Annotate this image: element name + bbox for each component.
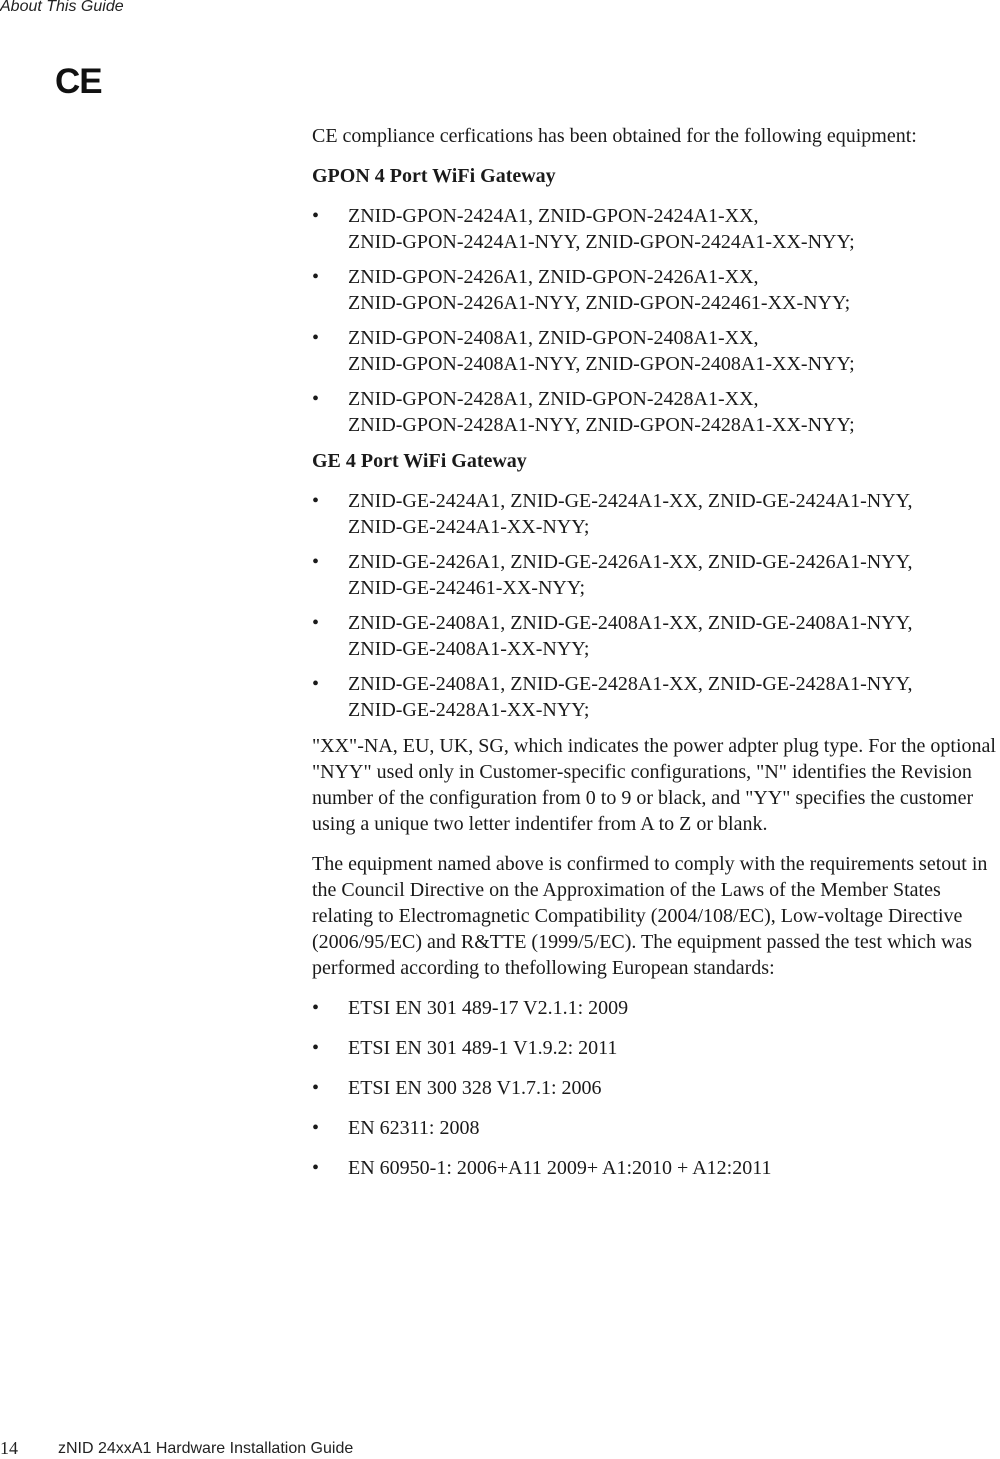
bullet-icon: • <box>312 997 320 1019</box>
list-item <box>312 203 1000 255</box>
list-item <box>312 549 1000 601</box>
list-item-line: ZNID-GE-2424A1-XX-NYY; <box>348 516 590 538</box>
bullet-icon: • <box>312 1037 320 1059</box>
list-item-line: ZNID-GE-2428A1-XX-NYY; <box>348 699 590 721</box>
list-item <box>312 1035 1000 1061</box>
bullet-icon: • <box>312 388 320 410</box>
standard-label: EN 62311: 2008 <box>348 1117 480 1139</box>
bullet-icon: • <box>312 1157 320 1179</box>
list-item-line: ZNID-GE-2408A1, ZNID-GE-2408A1-XX, ZNID-GE-2408A1-NYY, <box>348 612 913 634</box>
intro-paragraph: CE compliance cerfications has been obtained for the following equipment: <box>312 125 917 147</box>
ge-heading: GE 4 Port WiFi Gateway <box>312 450 527 472</box>
list-item <box>312 488 1000 540</box>
guide-title: zNID 24xxA1 Hardware Installation Guide <box>58 1440 354 1457</box>
plug-type-note: "XX"-NA, EU, UK, SG, which indicates the power adpter plug type. For the optional "NYY" used only in Customer-specific configurations, "N" identifies the Revision number of the configuration from 0 to 9 or black, and "YY" specifies the customer using a unique two letter indentifer from A to Z or blank. <box>312 735 996 835</box>
bullet-icon: • <box>312 673 320 695</box>
bullet-icon: • <box>312 612 320 634</box>
bullet-icon: • <box>312 205 320 227</box>
list-item-line: ZNID-GE-2408A1-XX-NYY; <box>348 638 590 660</box>
list-item <box>312 610 1000 662</box>
list-item <box>312 1155 1000 1181</box>
list-item-line: ZNID-GPON-2408A1-NYY, ZNID-GPON-2408A1-XX-NYY; <box>348 353 855 375</box>
bullet-icon: • <box>312 327 320 349</box>
list-item-line: ZNID-GE-242461-XX-NYY; <box>348 577 586 599</box>
page-footer <box>0 1438 1000 1458</box>
list-item-line: ZNID-GPON-2408A1, ZNID-GPON-2408A1-XX, <box>348 327 759 349</box>
list-item <box>312 325 1000 377</box>
list-item-line: ZNID-GPON-2428A1-NYY, ZNID-GPON-2428A1-XX-NYY; <box>348 414 855 436</box>
standards-list <box>312 995 1000 1181</box>
gpon-model-list <box>312 203 1000 438</box>
list-item <box>312 386 1000 438</box>
list-item <box>312 671 1000 723</box>
bullet-icon: • <box>312 266 320 288</box>
list-item <box>312 995 1000 1021</box>
running-header: About This Guide <box>0 0 124 15</box>
body-column <box>312 123 1000 1195</box>
list-item-line: ZNID-GPON-2426A1-NYY, ZNID-GPON-242461-XX-NYY; <box>348 292 851 314</box>
list-item <box>312 264 1000 316</box>
list-item <box>312 1115 1000 1141</box>
compliance-paragraph: The equipment named above is confirmed to comply with the requirements setout in the Council Directive on the Approximation of the Laws of the Member States relating to Electromagnetic Compatibility (2004/108/EC), Low-voltage Directive (2006/95/EC) and R&TTE (1999/5/EC). The equipment passed the test which was performed according to thefollowing European standards: <box>312 853 988 979</box>
page-number: 14 <box>0 1438 18 1458</box>
list-item-line: ZNID-GE-2408A1, ZNID-GE-2428A1-XX, ZNID-GE-2428A1-NYY, <box>348 673 913 695</box>
bullet-icon: • <box>312 1077 320 1099</box>
section-title: CE <box>55 62 102 101</box>
list-item-line: ZNID-GPON-2426A1, ZNID-GPON-2426A1-XX, <box>348 266 759 288</box>
list-item-line: ZNID-GE-2424A1, ZNID-GE-2424A1-XX, ZNID-GE-2424A1-NYY, <box>348 490 913 512</box>
standard-label: ETSI EN 301 489-1 V1.9.2: 2011 <box>348 1037 618 1059</box>
standard-label: ETSI EN 301 489-17 V2.1.1: 2009 <box>348 997 629 1019</box>
list-item-line: ZNID-GE-2426A1, ZNID-GE-2426A1-XX, ZNID-GE-2426A1-NYY, <box>348 551 913 573</box>
list-item-line: ZNID-GPON-2424A1-NYY, ZNID-GPON-2424A1-XX-NYY; <box>348 231 855 253</box>
bullet-icon: • <box>312 1117 320 1139</box>
bullet-icon: • <box>312 490 320 512</box>
list-item <box>312 1075 1000 1101</box>
bullet-icon: • <box>312 551 320 573</box>
list-item-line: ZNID-GPON-2424A1, ZNID-GPON-2424A1-XX, <box>348 205 759 227</box>
standard-label: EN 60950-1: 2006+A11 2009+ A1:2010 + A12:2011 <box>348 1157 772 1179</box>
ge-model-list <box>312 488 1000 723</box>
list-item-line: ZNID-GPON-2428A1, ZNID-GPON-2428A1-XX, <box>348 388 759 410</box>
gpon-heading: GPON 4 Port WiFi Gateway <box>312 165 556 187</box>
standard-label: ETSI EN 300 328 V1.7.1: 2006 <box>348 1077 602 1099</box>
